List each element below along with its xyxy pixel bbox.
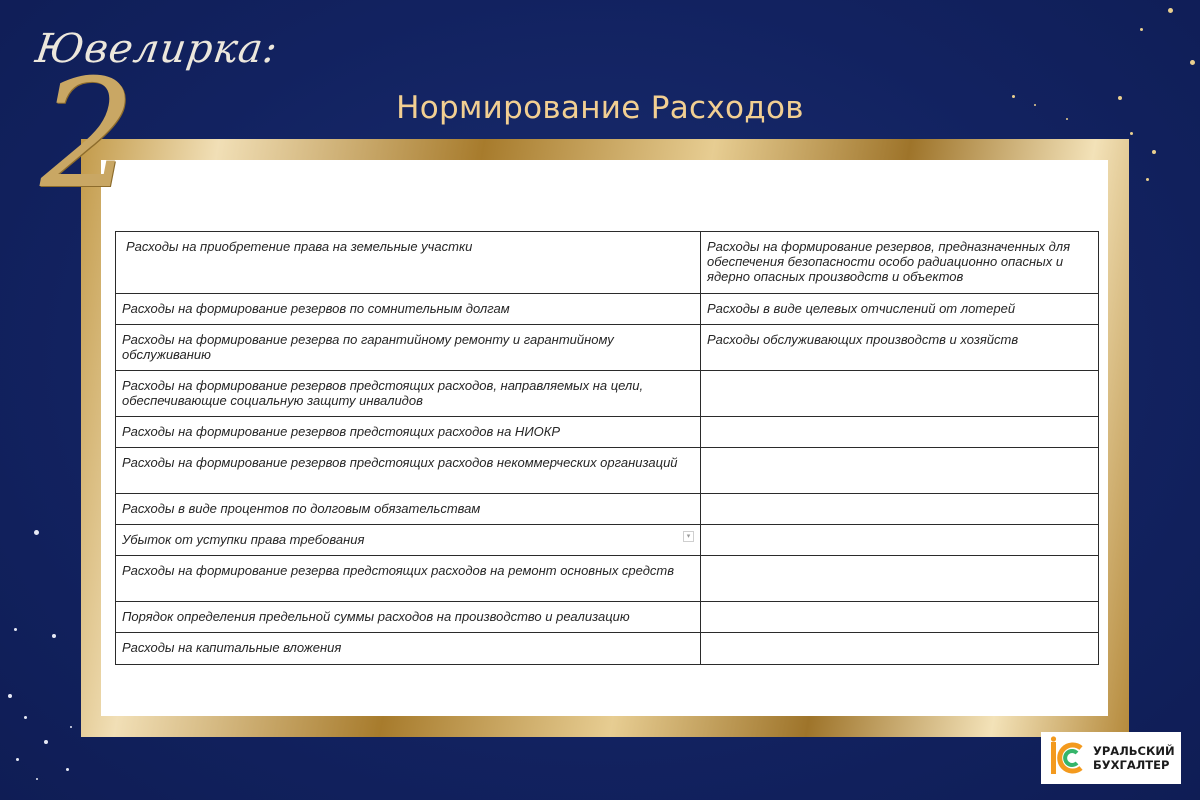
table-cell: Расходы в виде процентов по долговым обязательствам (116, 494, 701, 525)
sparkle-decoration (8, 694, 12, 698)
company-logo (1041, 732, 1181, 784)
sparkle-decoration (66, 768, 69, 771)
sparkle-decoration (52, 634, 56, 638)
sparkle-decoration (1152, 150, 1156, 154)
chevron-down-icon[interactable]: ▾ (683, 531, 694, 542)
sparkle-decoration (16, 758, 19, 761)
table-row (116, 294, 1099, 325)
sparkle-decoration (1140, 28, 1143, 31)
ic-logo-icon (1045, 736, 1085, 780)
cell-text: Убыток от уступки права требования (122, 532, 365, 547)
cell-text: Расходы на приобретение права на земельные участки (126, 239, 473, 254)
logo-line: БУХГАЛТЕР (1093, 758, 1170, 772)
table-cell: Расходы на формирование резервов предстоящих расходов некоммерческих организаций (116, 448, 701, 494)
table-cell (701, 448, 1099, 494)
table-cell: Расходы на формирование резервов предстоящих расходов на НИОКР (116, 417, 701, 448)
table-cell: Порядок определения предельной суммы расходов на производство и реализацию (116, 602, 701, 633)
script-title: Ювелирка: (32, 26, 281, 72)
table-cell: Расходы на формирование резервов по сомнительным долгам (116, 294, 701, 325)
sparkle-decoration (24, 716, 27, 719)
page-title: Нормирование Расходов (396, 90, 804, 126)
sparkle-decoration (14, 628, 17, 631)
table-row (116, 371, 1099, 417)
table-row (116, 448, 1099, 494)
table-cell: Расходы на формирование резерва предстоящих расходов на ремонт основных средств (116, 556, 701, 602)
table-cell: Расходы обслуживающих производств и хозяйств (701, 325, 1099, 371)
slide-number: 2 (40, 48, 136, 222)
table-cell: Расходы на формирование резервов, предназначенных для обеспечения безопасности особо радиационно опасных и ядерно опасных производств и объектов (701, 232, 1099, 294)
table-cell (701, 417, 1099, 448)
sparkle-decoration (70, 726, 72, 728)
table-row (116, 633, 1099, 665)
rationing-table (115, 231, 1099, 665)
sparkle-decoration (1168, 8, 1173, 13)
table-cell (116, 232, 701, 294)
table-cell (701, 556, 1099, 602)
table-cell (116, 525, 701, 556)
table-row (116, 602, 1099, 633)
table-row (116, 494, 1099, 525)
logo-text (1093, 744, 1175, 772)
table-cell (701, 371, 1099, 417)
sparkle-decoration (1190, 60, 1195, 65)
sparkle-decoration (36, 778, 38, 780)
logo-line: УРАЛЬСКИЙ (1093, 744, 1175, 758)
table-cell (701, 525, 1099, 556)
table-cell: Расходы на формирование резерва по гарантийному ремонту и гарантийному обслуживанию (116, 325, 701, 371)
table-cell (701, 494, 1099, 525)
sparkle-decoration (1146, 178, 1149, 181)
table-cell (701, 602, 1099, 633)
table-row (116, 325, 1099, 371)
table-cell: Расходы в виде целевых отчислений от лотерей (701, 294, 1099, 325)
table-row (116, 232, 1099, 294)
table-cell: Расходы на формирование резервов предстоящих расходов, направляемых на цели, обеспечивающие социальную защиту инвалидов (116, 371, 701, 417)
sparkle-decoration (44, 740, 48, 744)
sparkle-decoration (1130, 132, 1133, 135)
sparkle-decoration (34, 530, 39, 535)
table-row (116, 556, 1099, 602)
table-row (116, 525, 1099, 556)
table-row (116, 417, 1099, 448)
table-cell: Расходы на капитальные вложения (116, 633, 701, 665)
table-cell (701, 633, 1099, 665)
